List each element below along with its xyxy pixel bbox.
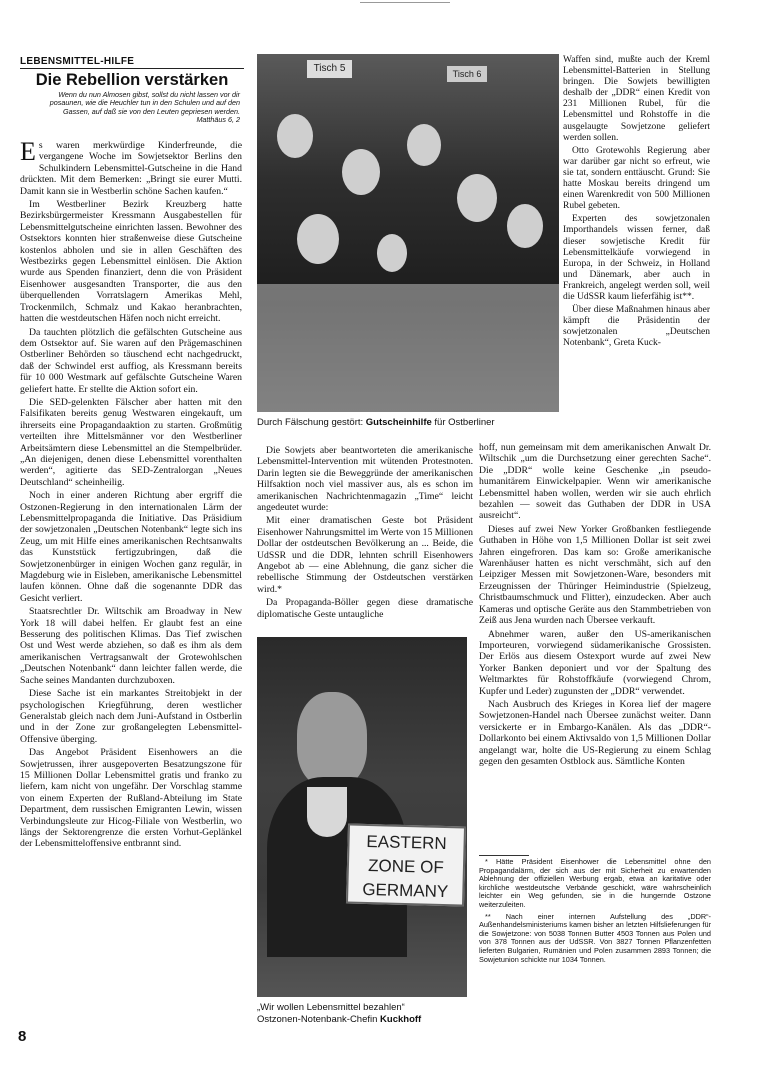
paragraph: Dieses auf zwei New Yorker Großbanken festliegende Guthaben in Höhe von 1,5 Millionen Dollar ist seit zwei Jahren eingefroren. Das kam so: Große amerikanische Warenhäuser hatten es nicht verschmäht, sich auf den Leipziger Messen mit Sowjetzonen-Ware, besonders mit Erzeugnissen der Thüringer Heimindustrie (Spielzeug, Christbaumschmuck und Flitter), einzudecken. Aber auch Kameras und optische Geräte aus den Stammbetrieben von Zeiß aus Jena wurden nach Übersee verkauft.: [479, 523, 711, 627]
table-shape: [257, 284, 559, 412]
paragraph: Im Westberliner Bezirk Kreuzberg hatte Bezirksbürgermeister Kressmann Ausgabestellen für Lebensmittelgutscheine einrichten lassen. Bewohner des Ostsektors konnten hier straßenweise diese Gutscheine kostenlos abholen und sie in allen Geschäften des Westbezirks gegen Lebensmittel einlösen. Die Aktion wurde aus Spenden finanziert, denn die von Präsident Eisenhower ausgesandten Transporter, die aus den überquellenden Vorratslagern Amerikas Mehl, Trockenmilch, Schmalz und Kakao heranbrachten, hatten die westdeutschen Häfen noch nicht erreicht.: [20, 199, 242, 325]
section-tag: LEBENSMITTEL-HILFE: [20, 56, 135, 67]
person-head: [297, 692, 367, 787]
headline: Die Rebellion verstärken: [35, 71, 229, 89]
footnote-rule: [479, 855, 529, 856]
person-shape: [457, 174, 497, 222]
paragraph: hoff, nun gemeinsam mit dem amerikanischen Anwalt Dr. Wiltschik „um die Durchsetzung einer gerechten Sache“. Die „DDR“ wolle keine Geschenke „in pseudo-humanitärem Einwickelpapier. Wenn wir amerikanische Lebensmittel haben wollen, werden wir sie auch ehrlich bezahlen — soweit das Guthaben der DDR in USA ausreicht“.: [479, 442, 711, 522]
motto-source: Matthäus 6, 2: [196, 115, 240, 125]
paragraph: Die Sowjets aber beantworteten die amerikanische Lebensmittel-Intervention mit wütenden Protestnoten. Darin legten sie die Beweggründe der amerikanischen Hilfsaktion noch viel massiver aus, als es schon im amerikanischen Nachrichtenmagazin „Time“ leicht angedeutet wurde:: [257, 445, 473, 514]
section-rule: [20, 68, 244, 69]
article-column-2: [257, 445, 473, 635]
footnote: ** Nach einer internen Aufstellung des „DDR“-Außenhandelsministeriums kamen bisher an letzten Hilfslieferungen für die Sowjetzone: von 5038 Tonnen Butter 4503 Tonnen aus Polen und von 378 Tonnen aus der UdSSR. Von 3827 Tonnen Pflanzenfetten lieferten Bulgarien, Rumänien und Polen zusammen 2893 Tonnen; die Sowjetunion schickte nur 1034 Tonnen.: [479, 911, 711, 964]
photo-caption-2: „Wir wollen Lebensmittel bezahlen“ Ostzonen-Notenbank-Chefin Kuckhoff: [257, 1002, 422, 1025]
paragraph: Da Propaganda-Böller gegen diese dramatische diplomatische Geste untaugliche: [257, 597, 473, 620]
paragraph: Es waren merkwürdige Kinderfreunde, die vergangene Woche im Sowjetsektor Berlins den Schulkindern Lebensmittel-Gutscheine in die Hand drückten. Mit dem Bemerken: „Bringt sie eurer Mutti. Damit kann sie in Westberlin schöne Sachen kaufen.“: [20, 140, 242, 197]
article-column-3-top: [563, 55, 710, 440]
table-sign-right: Tisch 6: [447, 66, 487, 82]
paragraph: Noch in einer anderen Richtung aber ergriff die Ostzonen-Regierung in den internationalen Lärm der Lebensmittelpropaganda die Initiative. Das Präsidium der sowjetzonalen „Deutschen Notenbank“ legte sich ins Zeug, um mit Hilfe eines amerikanischen Rechtsanwalts das Kunststück fertigzubringen, daß die Sowjetzonenbürger in einigen Wochen ganz regulär, in Magdeburg wie in Eisleben, amerikanische Lebensmittel laufen können. Ohne daß die sogenannte DDR das Gesicht verliert.: [20, 490, 242, 604]
person-shape: [277, 114, 313, 158]
person-shape: [377, 234, 407, 272]
paragraph: Otto Grotewohls Regierung aber war darüber gar nicht so erfreut, wie sie tat, sondern enttäuscht. Grund: Sie hatte Moskau bereits dringend um einen Warenkredit von 500 Millionen Rubel gebeten.: [563, 145, 710, 212]
photo-kuckhoff: [257, 637, 467, 997]
paragraph: Abnehmer waren, außer den US-amerikanischen Importeuren, vorwiegend südamerikanische Grossisten. Der Erlös aus diesem Ostexport wurde auf zwei New Yorker Banken deponiert und vor der Spaltung des Weltmarktes für Rohstoffkäufe (vorwiegend Chrom, Kupfer und Leder) zugunsten der „DDR“ verwendet.: [479, 628, 711, 697]
motto: [36, 91, 240, 125]
footnote: * Hätte Präsident Eisenhower die Lebensmittel ohne den Propagandalärm, der sich aus der mit Sicherheit zu erwartenden Ablehnung der offiziellen Werbung ergab, etwa an karitative oder kirchliche westdeutsche Verbände geschickt, wäre wahrscheinlich leichter ein Weg gefunden, sie in die hungernde Ostzone weiterzuleiten.: [479, 857, 711, 909]
top-edge-line: [360, 2, 450, 3]
photo-voucher-distribution: [257, 54, 559, 412]
paragraph: Diese Sache ist ein markantes Streitobjekt in der psychologischen Kriegführung, deren westlicher Generalstab gleich nach dem Juni-Aufstand in Ostberlin und in der Zone zur großangelegten Lebensmittel-Offensive überging.: [20, 688, 242, 745]
article-column-3: [479, 442, 711, 857]
collar-shape: [307, 787, 347, 837]
paragraph: Experten des sowjetzonalen Importhandels wissen ferner, daß dieser sowjetische Kredit für Lebensmittelkäufe vorwiegend in Europa, in der Schweiz, in Holland und Dänemark, aber auch in Frankreich, angelegt werden soll, weil die UdSSR kaum lieferfähig ist**.: [563, 214, 710, 302]
dropcap: E: [20, 140, 36, 166]
paragraph: Das Angebot Präsident Eisenhowers an die Sowjetrussen, ihrer ausgepoverten Besatzungszone für 15 Millionen Dollar Lebensmittel gratis und franko zu liefern, kam nicht von ungefähr. Der Vorschlag stamme von einem Experten der Rußland-Abteilung im State Department, dem russischen Emigranten Lewin, wissen Verbindungsleute zur Hicog-Filiale von Westberlin, wo längs der Sektorengrenze die ersten Vorhut-Geplänkel der Lebensmitteloffensive entbrannt sind.: [20, 747, 242, 850]
photo-caption-1: Durch Fälschung gestört: Gutscheinhilfe für Ostberliner: [257, 417, 495, 428]
desk-banner: EASTERN ZONE OF GERMANY: [346, 823, 466, 906]
person-shape: [297, 214, 339, 264]
article-column-1: [20, 140, 242, 1020]
person-shape: [507, 204, 543, 248]
paragraph: Mit einer dramatischen Geste bot Präsident Eisenhower Nahrungsmittel im Werte von 15 Millionen Dollar der ostdeutschen Bevölkerung an ... Beide, die UdSSR und die DDR, lehnten schrill Eisenhowers Angebot ab — eine Ablehnung, die ganz sicher die rebellische Stimmung der Ostdeutschen verstärken wird.*: [257, 515, 473, 595]
paragraph: Über diese Maßnahmen hinaus aber kämpft die Präsidentin der sowjetzonalen „Deutschen Notenbank“, Greta Kuck-: [563, 305, 710, 349]
person-shape: [342, 149, 380, 195]
paragraph: Waffen sind, mußte auch der Kreml Lebensmittel-Batterien in Stellung bringen. Die Sowjets bewilligten deshalb der „DDR“ einen Kredit von 231 Millionen Rubel, für die Lebensmittel und Rohstoffe in die ausgelaugte Sowjetzone geliefert werden sollen.: [563, 55, 710, 143]
footnotes: [479, 858, 711, 967]
person-shape: [407, 124, 441, 166]
paragraph: Da tauchten plötzlich die gefälschten Gutscheine aus dem Ostsektor auf. Sie waren auf den Prägemaschinen Ostberliner Behörden so täuschend echt nachgedruckt, daß der Schwindel erst auffiog, als Kressmann bereits für 10 000 Westmark auf gefälschte Gutscheine Waren geliefert hatte. Er stellte die Aktion sofort ein.: [20, 326, 242, 395]
paragraph: Nach Ausbruch des Krieges in Korea lief der magere Sowjetzonen-Handel nach Übersee zunächst weiter. Dann versickerte er in Embargo-Kanälen. Als das „DDR“-Dollarkonto bei einem Aktivsaldo von 1,5 Millionen Dollar angelangt war, holte die US-Regierung zu einem Schlag gegen den gesamten Ostblock aus. Sämtliche Konten: [479, 698, 711, 767]
motto-text: Wenn du nun Almosen gibst, sollst du nicht lassen vor dir posaunen, wie die Heuchler tun in den Schulen und auf den Gassen, auf daß sie von den Leuten gepriesen werden.: [49, 90, 240, 116]
table-sign-left: Tisch 5: [307, 60, 352, 78]
paragraph: Staatsrechtler Dr. Wiltschik am Broadway in New York 18 will dabei helfen. Er glaubt fest an eine Besserung des politischen Klimas. Das Tief zwischen Ost und West werde abziehen, so daß es ihm als dem amerikanischen Vertragsanwalt der Grotewohlschen „Deutschen Notenbank“ dann leichter fallen werde, die Sache seines Mandanten durchzuboxen.: [20, 606, 242, 686]
page-number: 8: [18, 1028, 27, 1045]
paragraph: Die SED-gelenkten Fälscher aber hatten mit den Falsifikaten bereits genug Westwaren eingekauft, um ihrerseits eine Propagandaaktion zu starten. Großmütig verteilten ihre Mittelsmänner vor den Westberliner Arbeitsämtern diese Lebensmittel an die Stempelbrüder. „An diejenigen, denen diese Lebensmittel vorenthalten werden“, agitierte das SED-Zentralorgan „Neues Deutschland“ scheinheilig.: [20, 396, 242, 488]
